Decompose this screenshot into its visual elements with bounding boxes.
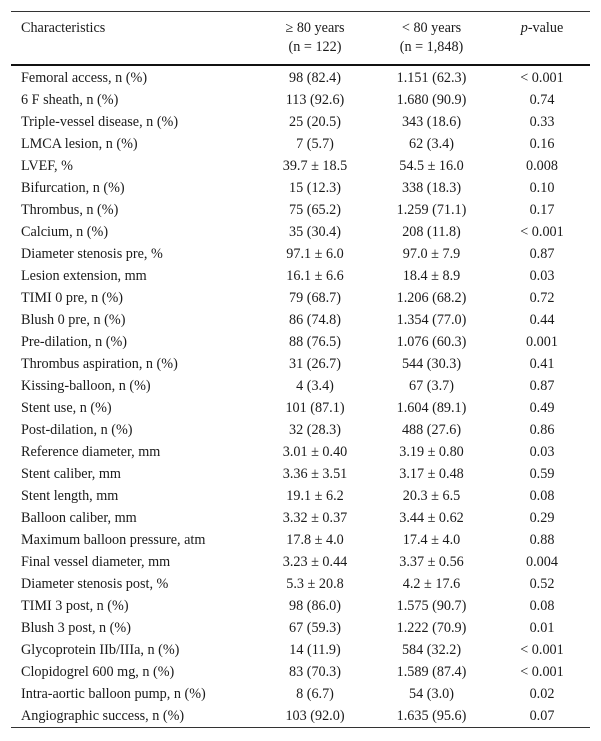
row-value-80-plus: 32 (28.3) bbox=[288, 422, 341, 438]
row-value-80-plus: 3.32 ± 0.37 bbox=[282, 510, 348, 526]
row-label: Stent length, mm bbox=[21, 488, 119, 504]
row-value-80-plus: 86 (74.8) bbox=[288, 312, 341, 328]
row-value-under-80: 1.076 (60.3) bbox=[396, 334, 467, 350]
row-label: LMCA lesion, n (%) bbox=[21, 136, 138, 152]
row-value-80-plus: 19.1 ± 6.2 bbox=[286, 488, 344, 504]
row-label: Balloon caliber, mm bbox=[21, 510, 137, 526]
row-value-under-80: 1.354 (77.0) bbox=[396, 312, 467, 328]
table-row bbox=[11, 265, 590, 287]
row-label: Triple-vessel disease, n (%) bbox=[21, 114, 179, 130]
row-p-value: 0.07 bbox=[529, 708, 555, 724]
table-row bbox=[11, 573, 590, 595]
row-value-80-plus: 16.1 ± 6.6 bbox=[286, 268, 344, 284]
row-p-value: 0.87 bbox=[529, 378, 555, 394]
row-p-value: < 0.001 bbox=[520, 70, 564, 86]
table-row bbox=[11, 485, 590, 507]
row-value-under-80: 67 (3.7) bbox=[409, 378, 454, 394]
characteristics-table bbox=[11, 12, 590, 727]
table-row bbox=[11, 155, 590, 177]
row-value-80-plus: 97.1 ± 6.0 bbox=[286, 246, 344, 262]
row-value-80-plus: 98 (86.0) bbox=[288, 598, 341, 614]
row-value-under-80: 1.222 (70.9) bbox=[396, 620, 467, 636]
table-row bbox=[11, 595, 590, 617]
row-value-80-plus: 103 (92.0) bbox=[285, 708, 345, 724]
row-p-value: 0.74 bbox=[529, 92, 555, 108]
table-row bbox=[11, 133, 590, 155]
table-row bbox=[11, 243, 590, 265]
row-value-under-80: 1.259 (71.1) bbox=[396, 202, 467, 218]
row-label: Stent use, n (%) bbox=[21, 400, 112, 416]
row-value-80-plus: 3.01 ± 0.40 bbox=[282, 444, 348, 460]
row-value-under-80: 338 (18.3) bbox=[401, 180, 462, 196]
row-value-under-80: 208 (11.8) bbox=[402, 224, 461, 240]
table-row bbox=[11, 441, 590, 463]
row-label: TIMI 3 post, n (%) bbox=[21, 598, 129, 614]
header-age-80-plus bbox=[261, 12, 369, 64]
table-row bbox=[11, 309, 590, 331]
table-row bbox=[11, 353, 590, 375]
row-value-under-80: 1.635 (95.6) bbox=[396, 708, 467, 724]
row-p-value: 0.08 bbox=[529, 598, 555, 614]
header-p-value bbox=[494, 12, 590, 64]
row-p-value: < 0.001 bbox=[520, 664, 564, 680]
row-value-under-80: 1.604 (89.1) bbox=[396, 400, 467, 416]
row-value-80-plus: 101 (87.1) bbox=[285, 400, 345, 416]
table-row bbox=[11, 419, 590, 441]
row-label: Glycoprotein IIb/IIIa, n (%) bbox=[21, 642, 180, 658]
row-label: Thrombus, n (%) bbox=[21, 202, 119, 218]
row-value-under-80: 20.3 ± 6.5 bbox=[402, 488, 461, 504]
row-label: Kissing-balloon, n (%) bbox=[21, 378, 151, 394]
row-value-under-80: 4.2 ± 17.6 bbox=[402, 576, 461, 592]
row-value-80-plus: 31 (26.7) bbox=[288, 356, 341, 372]
row-value-under-80: 1.206 (68.2) bbox=[396, 290, 467, 306]
row-value-80-plus: 5.3 ± 20.8 bbox=[286, 576, 344, 592]
row-p-value: 0.33 bbox=[529, 114, 555, 130]
row-label: TIMI 0 pre, n (%) bbox=[21, 290, 124, 306]
row-value-under-80: 62 (3.4) bbox=[409, 136, 454, 152]
row-p-value: < 0.001 bbox=[520, 642, 564, 658]
table-row bbox=[11, 397, 590, 419]
row-p-value: 0.17 bbox=[529, 202, 555, 218]
row-value-under-80: 97.0 ± 7.9 bbox=[402, 246, 461, 262]
row-value-under-80: 1.575 (90.7) bbox=[396, 598, 467, 614]
row-label: Post-dilation, n (%) bbox=[21, 422, 133, 438]
row-value-80-plus: 8 (6.7) bbox=[296, 686, 334, 702]
row-value-under-80: 343 (18.6) bbox=[401, 114, 462, 130]
row-value-80-plus: 7 (5.7) bbox=[296, 136, 334, 152]
table-row bbox=[11, 617, 590, 639]
header-age-80-plus-label: ≥ 80 years bbox=[285, 20, 345, 36]
row-label: Pre-dilation, n (%) bbox=[21, 334, 127, 350]
row-p-value: 0.41 bbox=[529, 356, 555, 372]
row-value-80-plus: 88 (76.5) bbox=[288, 334, 341, 350]
row-label: Blush 0 pre, n (%) bbox=[21, 312, 126, 328]
row-p-value: 0.44 bbox=[529, 312, 555, 328]
row-label: Stent caliber, mm bbox=[21, 466, 121, 482]
row-value-80-plus: 35 (30.4) bbox=[288, 224, 341, 240]
row-value-80-plus: 75 (65.2) bbox=[288, 202, 341, 218]
row-label: Clopidogrel 600 mg, n (%) bbox=[21, 664, 175, 680]
row-value-80-plus: 79 (68.7) bbox=[288, 290, 341, 306]
row-value-80-plus: 17.8 ± 4.0 bbox=[286, 532, 344, 548]
row-label: Diameter stenosis pre, % bbox=[21, 246, 163, 262]
row-p-value: 0.008 bbox=[526, 158, 558, 174]
row-label: Thrombus aspiration, n (%) bbox=[21, 356, 178, 372]
row-value-80-plus: 4 (3.4) bbox=[296, 378, 334, 394]
row-p-value: 0.29 bbox=[529, 510, 555, 526]
row-label: Angiographic success, n (%) bbox=[21, 708, 185, 724]
row-label: Diameter stenosis post, % bbox=[21, 576, 169, 592]
row-p-value: 0.03 bbox=[529, 444, 555, 460]
row-p-value: 0.52 bbox=[529, 576, 555, 592]
header-p-rest: -value bbox=[527, 20, 564, 36]
row-label: Lesion extension, mm bbox=[21, 268, 147, 284]
row-value-under-80: 54.5 ± 16.0 bbox=[399, 158, 464, 174]
row-p-value: 0.02 bbox=[529, 686, 555, 702]
row-p-value: 0.001 bbox=[526, 334, 558, 350]
row-p-value: 0.03 bbox=[529, 268, 555, 284]
row-value-80-plus: 67 (59.3) bbox=[288, 620, 341, 636]
row-label: Maximum balloon pressure, atm bbox=[21, 532, 206, 548]
row-p-value: 0.01 bbox=[529, 620, 555, 636]
table-row bbox=[11, 111, 590, 133]
row-label: Blush 3 post, n (%) bbox=[21, 620, 131, 636]
data-table-container bbox=[11, 11, 590, 728]
row-p-value: 0.16 bbox=[529, 136, 555, 152]
table-bottom-rule bbox=[11, 727, 590, 728]
row-p-value: 0.10 bbox=[529, 180, 555, 196]
row-value-under-80: 3.37 ± 0.56 bbox=[399, 554, 464, 570]
row-value-80-plus: 15 (12.3) bbox=[288, 180, 341, 196]
row-value-under-80: 584 (32.2) bbox=[401, 642, 462, 658]
table-row bbox=[11, 375, 590, 397]
table-row bbox=[11, 507, 590, 529]
table-row bbox=[11, 683, 590, 705]
table-row bbox=[11, 221, 590, 243]
header-age-80-plus-n: (n = 122) bbox=[288, 39, 342, 55]
row-value-80-plus: 3.23 ± 0.44 bbox=[282, 554, 348, 570]
table-row bbox=[11, 639, 590, 661]
row-value-80-plus: 113 (92.6) bbox=[285, 92, 345, 108]
row-value-80-plus: 83 (70.3) bbox=[288, 664, 341, 680]
table-row bbox=[11, 463, 590, 485]
row-p-value: 0.72 bbox=[529, 290, 555, 306]
row-value-under-80: 1.680 (90.9) bbox=[396, 92, 467, 108]
row-value-under-80: 17.4 ± 4.0 bbox=[402, 532, 461, 548]
row-p-value: 0.08 bbox=[529, 488, 555, 504]
header-p-italic: p bbox=[520, 20, 528, 36]
row-p-value: 0.59 bbox=[529, 466, 555, 482]
row-p-value: 0.49 bbox=[529, 400, 555, 416]
header-age-under-80-label: < 80 years bbox=[401, 20, 462, 36]
table-row bbox=[11, 551, 590, 573]
row-label: Intra-aortic balloon pump, n (%) bbox=[21, 686, 206, 702]
table-body bbox=[11, 66, 590, 727]
row-value-under-80: 18.4 ± 8.9 bbox=[402, 268, 461, 284]
row-value-80-plus: 98 (82.4) bbox=[288, 70, 341, 86]
row-p-value: 0.004 bbox=[526, 554, 558, 570]
row-value-under-80: 488 (27.6) bbox=[401, 422, 462, 438]
table-row bbox=[11, 661, 590, 683]
row-value-under-80: 54 (3.0) bbox=[409, 686, 454, 702]
table-row bbox=[11, 177, 590, 199]
row-value-under-80: 1.151 (62.3) bbox=[396, 70, 467, 86]
row-p-value: < 0.001 bbox=[520, 224, 564, 240]
row-p-value: 0.87 bbox=[529, 246, 555, 262]
header-row bbox=[11, 12, 590, 64]
row-value-80-plus: 14 (11.9) bbox=[289, 642, 341, 658]
row-value-under-80: 3.17 ± 0.48 bbox=[399, 466, 464, 482]
row-value-80-plus: 3.36 ± 3.51 bbox=[282, 466, 348, 482]
table-row bbox=[11, 287, 590, 309]
row-label: Bifurcation, n (%) bbox=[21, 180, 125, 196]
header-age-under-80 bbox=[369, 12, 494, 64]
row-p-value: 0.86 bbox=[529, 422, 555, 438]
row-value-80-plus: 39.7 ± 18.5 bbox=[282, 158, 348, 174]
row-value-80-plus: 25 (20.5) bbox=[288, 114, 341, 130]
header-characteristics: Characteristics bbox=[21, 20, 106, 36]
row-value-under-80: 1.589 (87.4) bbox=[396, 664, 467, 680]
row-value-under-80: 544 (30.3) bbox=[401, 356, 462, 372]
table-row bbox=[11, 66, 590, 89]
row-label: Final vessel diameter, mm bbox=[21, 554, 171, 570]
row-label: Femoral access, n (%) bbox=[21, 70, 148, 86]
row-label: Reference diameter, mm bbox=[21, 444, 161, 460]
row-label: Calcium, n (%) bbox=[21, 224, 109, 240]
row-p-value: 0.88 bbox=[529, 532, 555, 548]
table-row bbox=[11, 89, 590, 111]
row-label: LVEF, % bbox=[21, 158, 73, 174]
row-value-under-80: 3.44 ± 0.62 bbox=[399, 510, 464, 526]
table-header bbox=[11, 12, 590, 66]
header-age-under-80-n: (n = 1,848) bbox=[399, 39, 464, 55]
table-row bbox=[11, 331, 590, 353]
row-value-under-80: 3.19 ± 0.80 bbox=[399, 444, 464, 460]
row-label: 6 F sheath, n (%) bbox=[21, 92, 119, 108]
table-row bbox=[11, 199, 590, 221]
table-row bbox=[11, 705, 590, 727]
table-row bbox=[11, 529, 590, 551]
